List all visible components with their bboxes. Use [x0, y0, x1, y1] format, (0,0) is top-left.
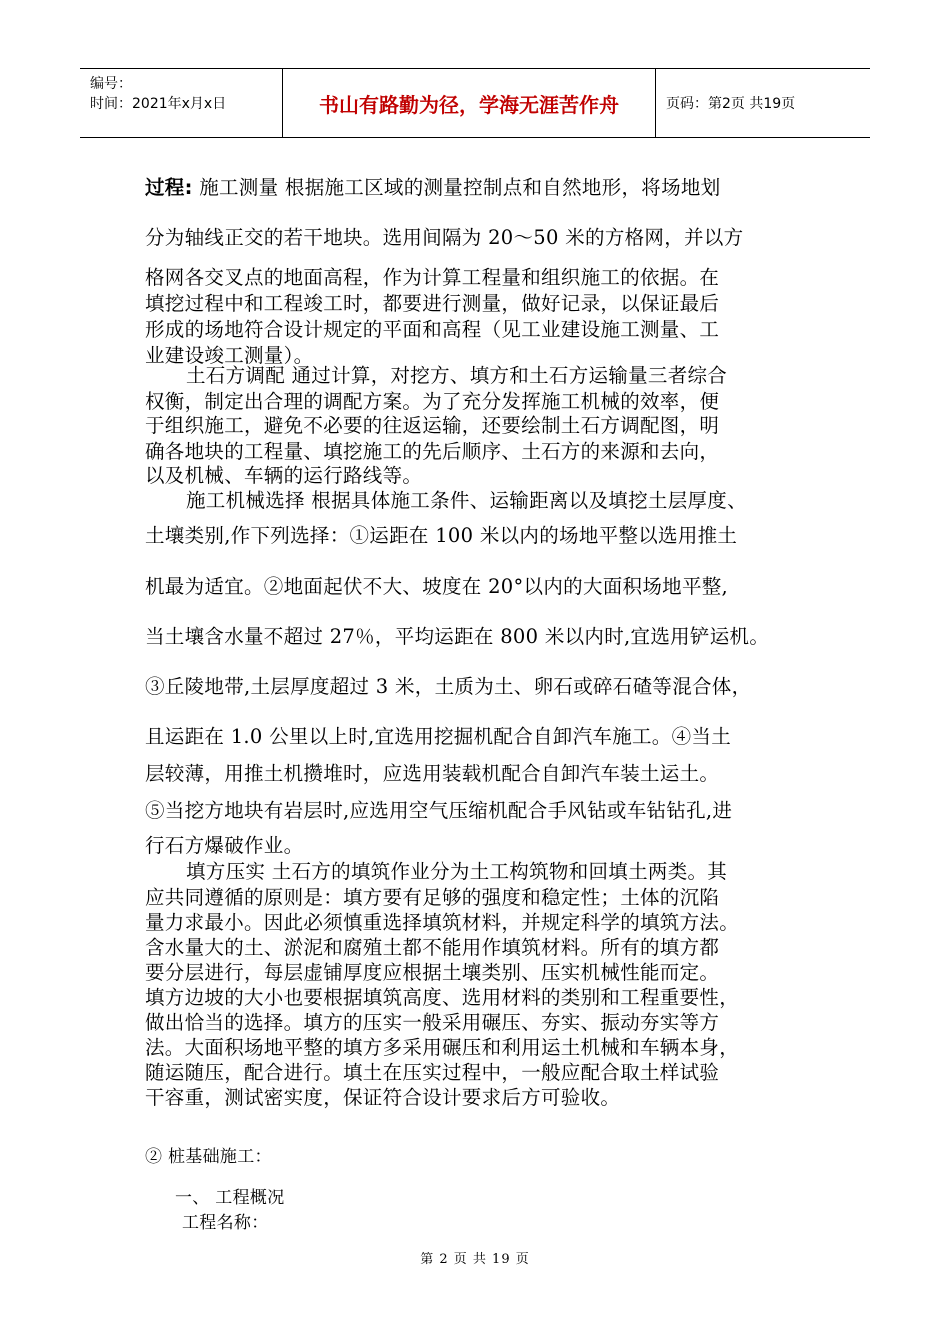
- body-line: 填挖过程中和工程竣工时，都要进行测量，做好记录，以保证最后: [145, 292, 720, 315]
- body-line: 应共同遵循的原则是：填方要有足够的强度和稳定性；土体的沉陷: [145, 886, 720, 909]
- body-line: ⑤当挖方地块有岩层时,应选用空气压缩机配合手风钻或车钻钻孔,进: [145, 799, 733, 822]
- header-motto: 书山有路勤为径，学海无涯苦作舟: [283, 69, 656, 137]
- body-line: 机最为适宜。②地面起伏不大、坡度在 20°以内的大面积场地平整,: [145, 575, 729, 598]
- body-line: 确各地块的工程量、填挖施工的先后顺序、土石方的来源和去向，: [145, 440, 720, 463]
- body-line: 过程: 施工测量 根据施工区域的测量控制点和自然地形，将场地划: [145, 176, 721, 199]
- number-label: 编号：: [90, 76, 132, 92]
- body-line: 以及机械、车辆的运行路线等。: [145, 464, 423, 487]
- body-line: 业建设竣工测量）。: [145, 344, 314, 367]
- body-line: 形成的场地符合设计规定的平面和高程（见工业建设施工测量、工: [145, 318, 720, 341]
- body-line: 且运距在 1.0 公里以上时,宜选用挖掘机配合自卸汽车施工。④当土: [145, 725, 732, 748]
- body-line: 土壤类别,作下列选择：①运距在 100 米以内的场地平整以选用推土: [145, 524, 738, 547]
- body-line: 当土壤含水量不超过 27％，平均运距在 800 米以内时,宜选用铲运机。: [145, 625, 770, 648]
- body-line: 随运随压，配合进行。填土在压实过程中，一般应配合取土样试验: [145, 1061, 720, 1084]
- body-line: ③丘陵地带,土层厚度超过 3 米，土质为土、卵石或碎石碴等混合体，: [145, 675, 752, 698]
- body-line: 填方压实 土石方的填筑作业分为土工构筑物和回填土两类。其: [186, 860, 728, 883]
- body-line: 含水量大的土、淤泥和腐殖土都不能用作填筑材料。所有的填方都: [145, 936, 720, 959]
- body-line: 权衡，制定出合理的调配方案。为了充分发挥施工机械的效率，便: [145, 390, 720, 413]
- body-line: 土石方调配 通过计算，对挖方、填方和土石方运输量三者综合: [186, 364, 728, 387]
- body-line: 量力求最小。因此必须慎重选择填筑材料，并规定科学的填筑方法。: [145, 911, 740, 934]
- lead-bold-label: 过程:: [145, 176, 193, 199]
- header-meta: [80, 69, 283, 137]
- time-label: 时间：2021年x月x日: [90, 96, 227, 112]
- section-heading: ② 桩基础施工：: [145, 1147, 272, 1167]
- body-line: 层较薄，用推土机攒堆时，应选用装载机配合自卸汽车装土运土。: [145, 762, 720, 785]
- header-page-info: 页码：第2页 共19页: [666, 96, 796, 112]
- page-header: [80, 68, 870, 138]
- body-line: 干容重，测试密实度，保证符合设计要求后方可验收。: [145, 1086, 621, 1109]
- body-line: 行石方爆破作业。: [145, 834, 304, 857]
- body-line: 法。大面积场地平整的填方多采用碾压和利用运土机械和车辆本身，: [145, 1036, 740, 1059]
- body-line: 填方边坡的大小也要根据填筑高度、选用材料的类别和工程重要性，: [145, 986, 740, 1009]
- body-line: 于组织施工，避免不必要的往返运输，还要绘制土石方调配图，明: [145, 414, 720, 437]
- body-line: 分为轴线正交的若干地块。选用间隔为 20～50 米的方格网，并以方: [145, 226, 744, 249]
- body-line: 格网各交叉点的地面高程，作为计算工程量和组织施工的依据。在: [145, 266, 720, 289]
- page-footer: 第 2 页 共 19 页: [420, 1252, 530, 1267]
- body-line: 要分层进行，每层虚铺厚度应根据土壤类别、压实机械性能而定。: [145, 961, 720, 984]
- sub-heading: 一、 工程概况: [175, 1188, 285, 1208]
- body-line: 施工机械选择 根据具体施工条件、运输距离以及填挖土层厚度、: [186, 489, 747, 512]
- body-line: 做出恰当的选择。填方的压实一般采用碾压、夯实、振动夯实等方: [145, 1011, 720, 1034]
- project-name-label: 工程名称：: [182, 1213, 269, 1233]
